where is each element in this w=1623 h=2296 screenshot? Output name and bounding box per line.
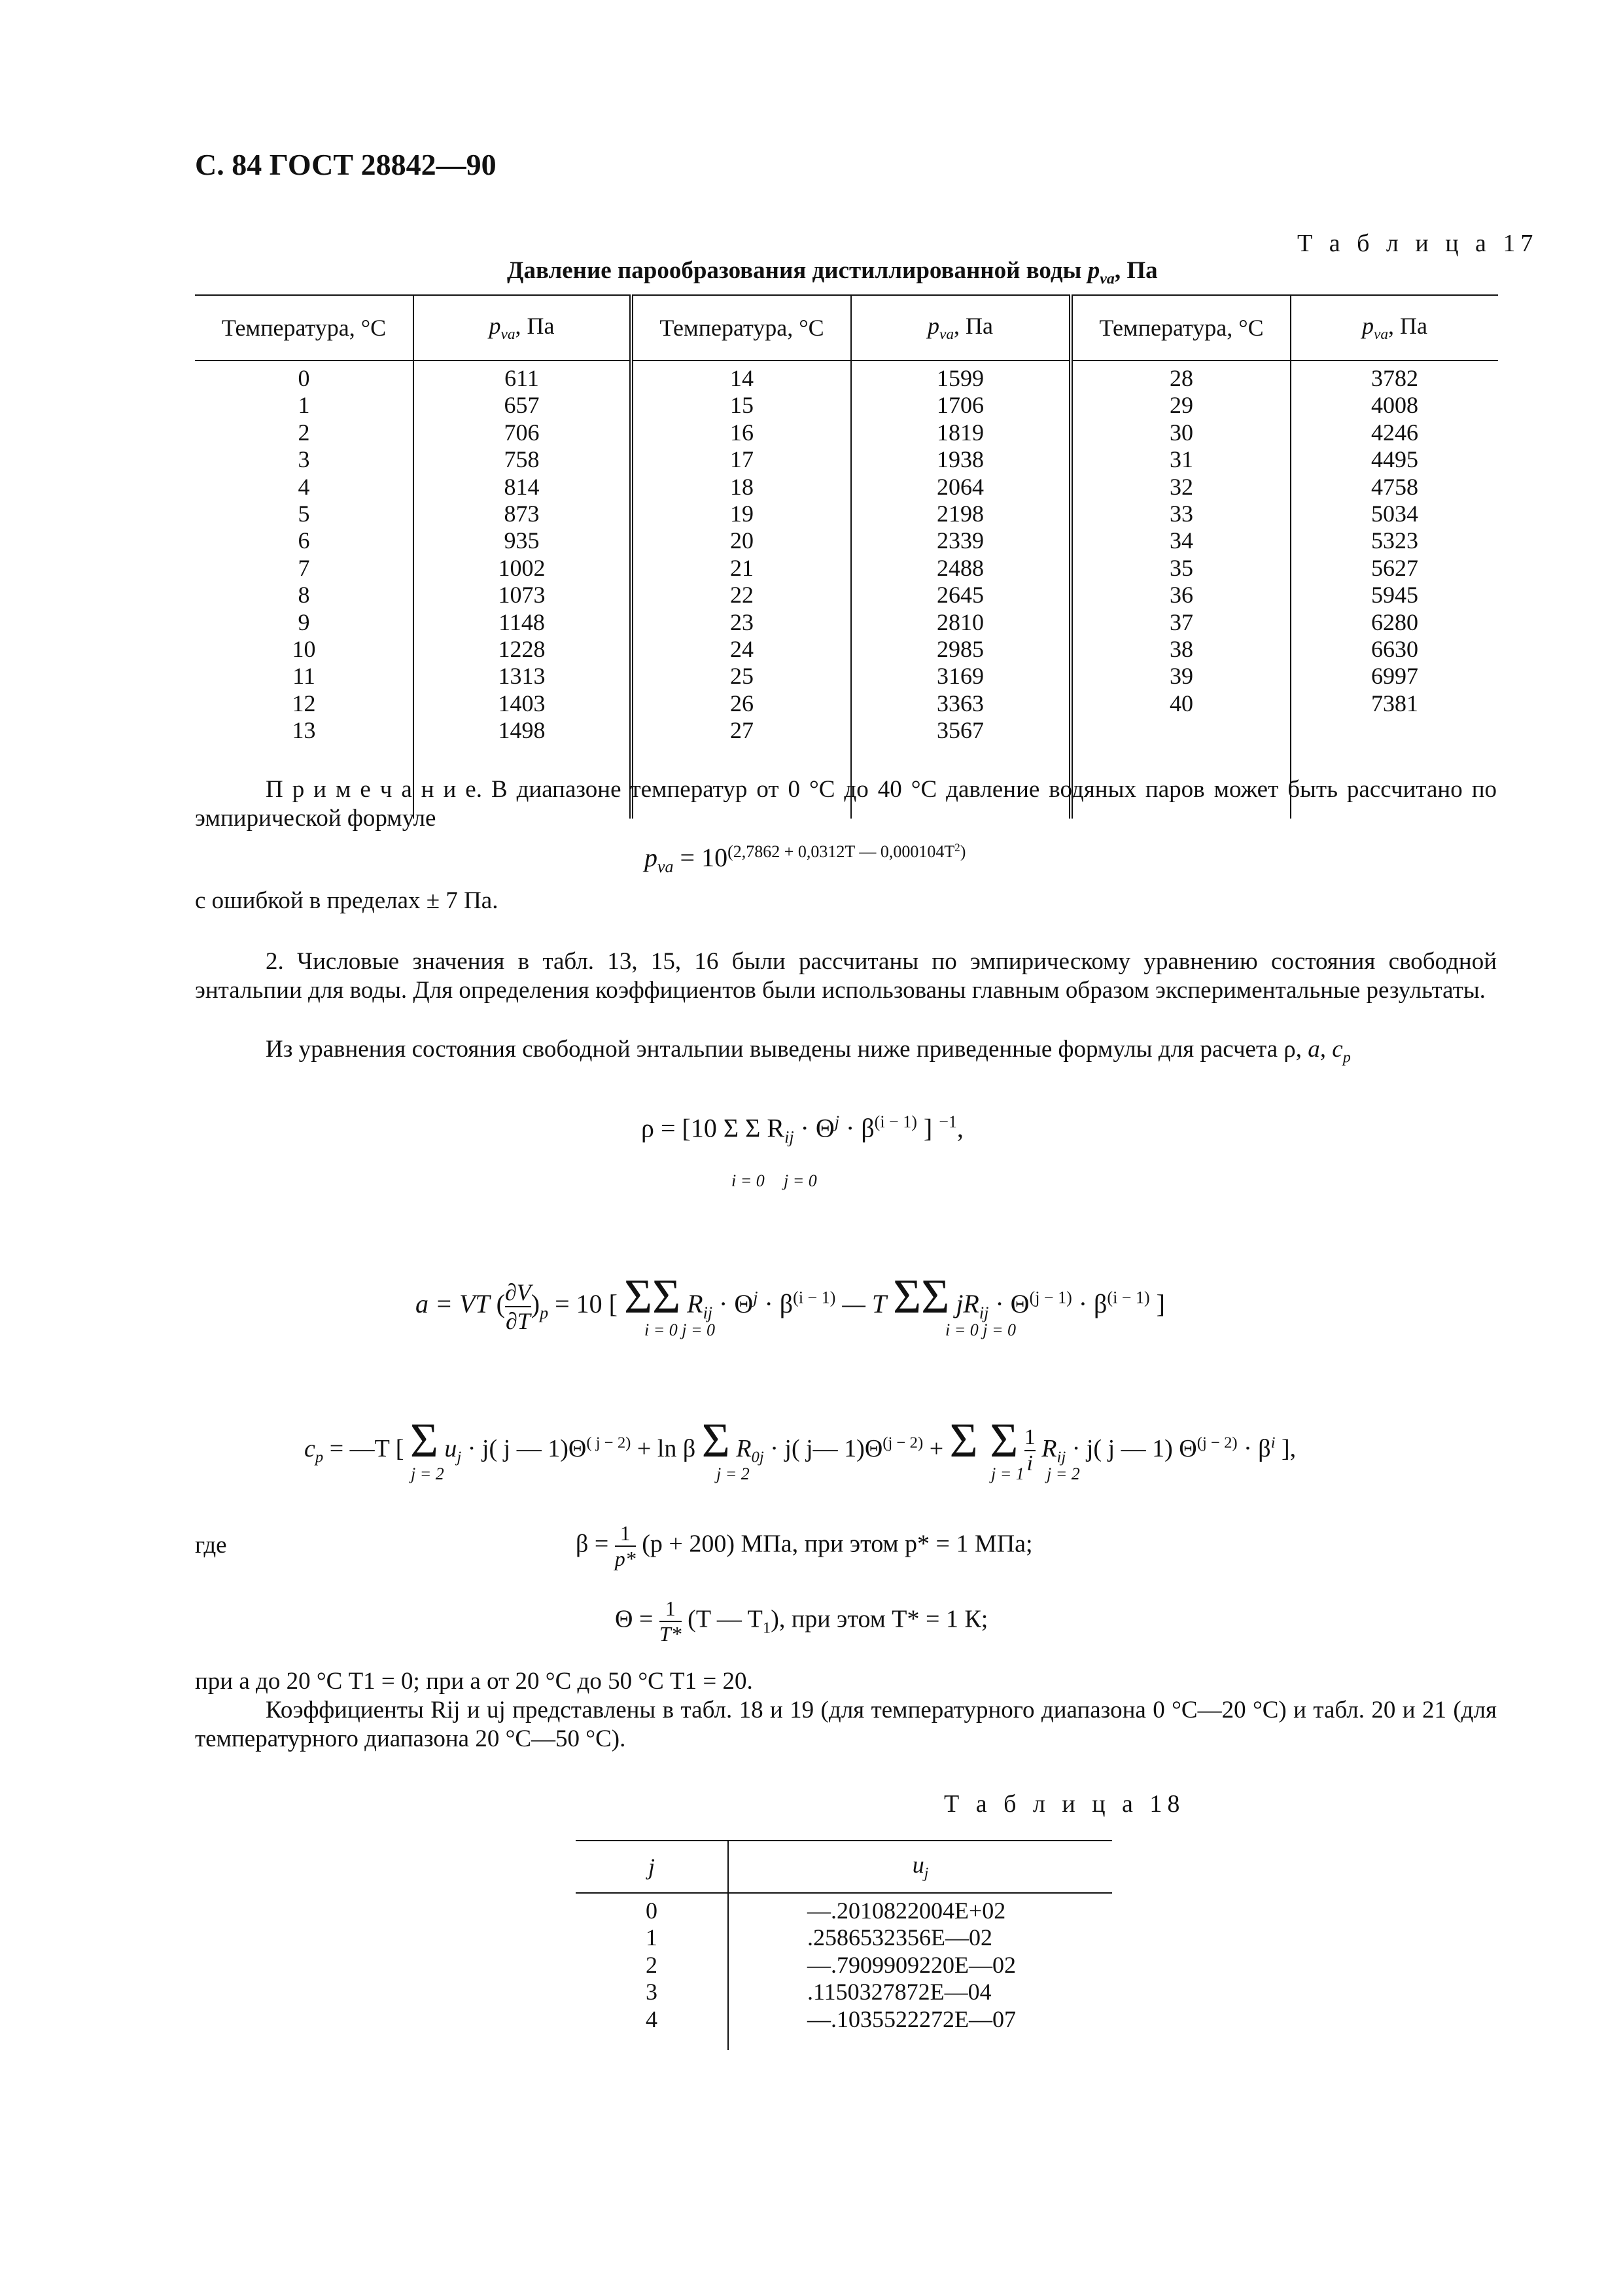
table18-caption: Т а б л и ц а 18 — [944, 1790, 1185, 1818]
pressure-values: 3782 4008 4246 4495 4758 5034 5323 5627 5945 6280 6630 6997 7381 — [1291, 361, 1498, 819]
note-paragraph: П р и м е ч а н и е. В диапазоне температур от 0 °С до 40 °С давление водяных паров может быть рассчитано по эмпирической формуле — [195, 776, 1497, 832]
rho-limit-i: i = 0 — [731, 1171, 765, 1190]
j-values: 0 1 2 3 4 — [646, 1898, 657, 2032]
cp-limit-2: j = 2 — [716, 1464, 750, 1483]
cp-limit-4: j = 2 — [1047, 1464, 1080, 1483]
page-header: С. 84 ГОСТ 28842—90 — [195, 148, 497, 181]
temperature-values: 0 1 2 3 4 5 6 7 8 9 10 11 12 13 — [292, 365, 316, 744]
col-header-pressure: $p_{va}$, Па — [413, 295, 631, 361]
paragraph-4: при a до 20 °С T1 = 0; при a от 20 °С до 50 °С T1 = 20. — [195, 1668, 753, 1695]
col-header-pressure: $p_{va}$, Па — [1291, 295, 1498, 361]
col-header-u: $u_j$ — [728, 1841, 1112, 1893]
a-formula: a = VT ( $\frac{\partial V}{\partial T}$ )$_p = 10$ [ ΣΣ $R_{ij} \cdot \Theta^j \cdot \beta^{(i - 1)}$ — T ΣΣ $jR_{ij} \cdot \Theta^{(j - 1)} \cdot \beta^{(i - 1)}$ ] — [415, 1270, 1165, 1334]
where-label: где — [195, 1532, 227, 1559]
table17-title: Давление парообразования дистиллированной воды $p_{va}$, Па — [507, 257, 1158, 288]
theta-definition: Θ = $\frac{1}{T*}$ (T — $T_1$), при этом T* = 1 К; — [615, 1597, 988, 1646]
cp-formula: $c_p$ = —T [ Σ $u_j \cdot j$( j — $1)\Theta^{( j - 2)} + \ln \beta$ Σ $R_{0j} \cdot j$( j— $1)\Theta^{(j - 2)} + \Sigma$ Σ $\frac{1}{i}$ $R_{ij} \cdot j$( j — 1) $\Theta^{(j - 2)} \cdot \beta^i$ ], — [304, 1414, 1297, 1476]
col-header-temperature: Температура, °С — [1071, 295, 1291, 361]
rho-limit-j: j = 0 — [784, 1171, 817, 1190]
cp-limit-1: j = 2 — [411, 1464, 444, 1483]
col-header-pressure: $p_{va}$, Па — [851, 295, 1071, 361]
pressure-values: 1599 1706 1819 1938 2064 2198 2339 2488 2645 2810 2985 3169 3363 3567 — [851, 361, 1071, 819]
cp-limit-3: j = 1 — [991, 1464, 1024, 1483]
paragraph-3: Из уравнения состояния свободной энтальпии выведены ниже приведенные формулы для расчета ρ, a, $c_p$ — [266, 1036, 1351, 1067]
pressure-values: 611 657 706 758 814 873 935 1002 1073 1148 1228 1313 1403 1498 — [413, 361, 631, 819]
table17-caption: Т а б л и ц а 17 — [1297, 230, 1539, 257]
temperature-values: 14 15 16 17 18 19 20 21 22 23 24 25 26 27 — [631, 361, 851, 819]
u-values: —.2010822004E+02 .2586532356E—02 —.7909909220E—02 .1150327872E—04 —.1035522272E—07 — [728, 1893, 1112, 2050]
note-error: с ошибкой в пределах ± 7 Па. — [195, 887, 498, 914]
vapor-pressure-formula: $p_{va} = 10^{(2,7862 + 0,0312T — 0,000104T^2)}$ — [644, 841, 966, 876]
a-limit-2: i = 0 j = 0 — [945, 1320, 1017, 1339]
col-header-temperature: Температура, °С — [631, 295, 851, 361]
rho-formula: ρ = [10 Σ Σ $R_{ij} \cdot \Theta^j \cdot \beta^{(i - 1)}$ ] $^{-1}$, — [641, 1112, 964, 1147]
paragraph-2: 2. Числовые значения в табл. 13, 15, 16 были рассчитаны по эмпирическому уравнению состояния свободной энтальпии для воды. Для определения коэффициентов были использованы главным образом экспериментальные результаты. — [195, 948, 1497, 1004]
vapor-pressure-table — [195, 294, 1498, 819]
a-limit-1: i = 0 j = 0 — [644, 1320, 716, 1339]
note-label: П р и м е ч а н и е. — [266, 776, 482, 803]
beta-definition: β = $\frac{1}{p*}$ (p + 200) МПа, при этом p* = 1 МПа; — [576, 1521, 1033, 1570]
temperature-values: 28 29 30 31 32 33 34 35 36 37 38 39 40 — [1071, 361, 1291, 819]
col-header-temperature: Температура, °С — [195, 295, 413, 361]
paragraph-5: Коэффициенты Rij и uj представлены в табл. 18 и 19 (для температурного диапазона 0 °С—20 °С) и табл. 20 и 21 (для температурного диапазона 20 °С—50 °С). — [195, 1697, 1497, 1752]
col-header-j: j — [576, 1841, 728, 1893]
coefficients-table — [576, 1840, 1112, 2050]
